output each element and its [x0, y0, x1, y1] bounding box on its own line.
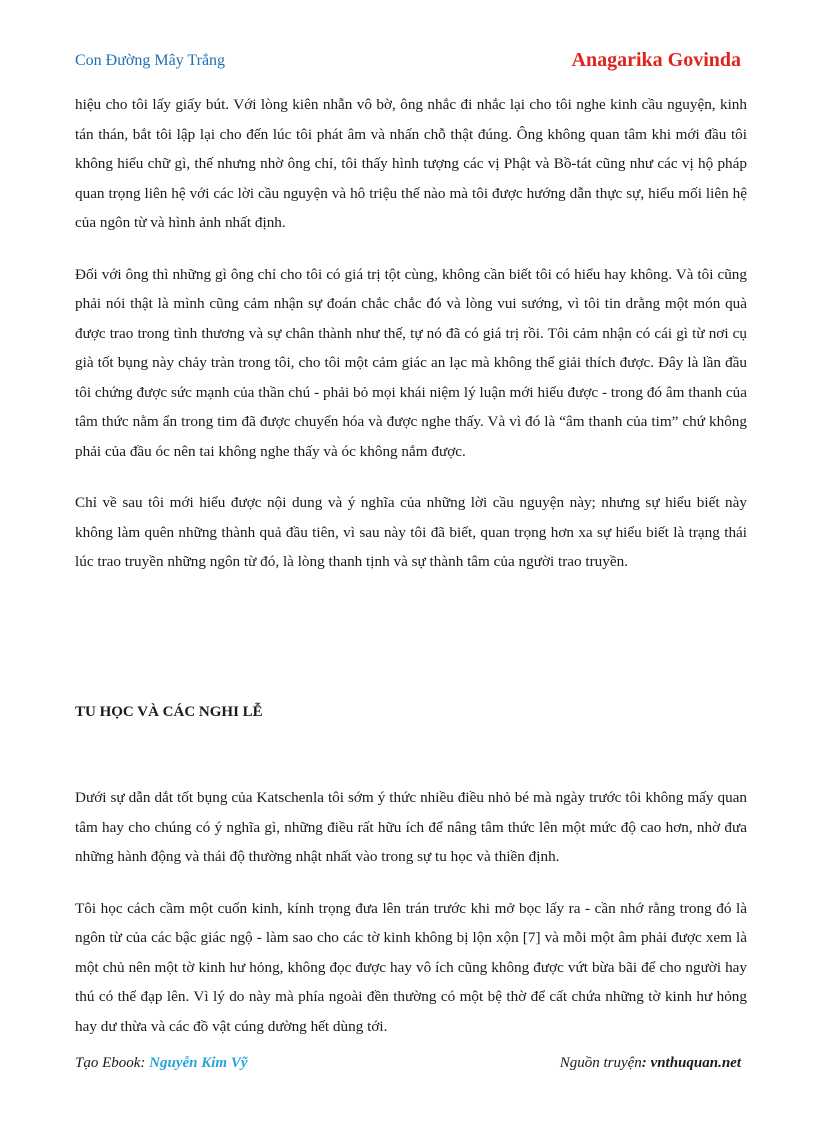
paragraph: hiệu cho tôi lấy giấy bút. Với lòng kiên nhẫn vô bờ, ông nhắc đi nhắc lại cho tôi nghe kinh cầu nguyện, kinh tán thán, bắt tôi lập lại cho đến lúc tôi phát âm và nhấn chỗ thật đúng. Ông không quan tâm khi mới đầu tôi không hiểu chữ gì, thế nhưng nhờ ông chỉ, tôi thấy hình tượng các vị Phật và Bồ-tát cũng như các vị hộ pháp quan trọng liên hệ với các lời cầu nguyện và hô triệu thế nào mà tôi được hướng dẫn thực sự, hiểu mối liên hệ của ngôn từ và hình ảnh nhất định. [75, 96, 747, 231]
section-heading: TU HỌC VÀ CÁC NGHI LỄ [75, 704, 263, 720]
paragraph: Tôi học cách cầm một cuốn kinh, kính trọng đưa lên trán trước khi mở bọc lấy ra - cần nhớ rằng trong đó là ngôn từ của các bậc giác ngộ - làm sao cho các tờ kinh không bị lộn xộn [7] và mỗi một âm phải được xem là một chủ nên một tờ kinh hư hỏng, không đọc được hay vô ích cũng không được vứt bừa bãi để cho người hay thú có thể đạp lên. Vì lý do này mà phía ngoài đền thường có một bệ thờ để cất chứa những tờ kinh hư hỏng hay dư thừa và các đồ vật cúng dường hết dùng tới. [75, 899, 747, 1035]
footer-ebook-label: Tạo Ebook [75, 1055, 141, 1071]
paragraph: Dưới sự dẫn dắt tốt bụng của Katschenla tôi sớm ý thức nhiều điều nhỏ bé mà ngày trước tôi không mấy quan tâm hay cho chúng có ý nghĩa gì, những điều rất hữu ích để nâng tâm thức lên một mức độ cao hơn, nhờ đưa những hành động và thái độ thường nhật nhất vào trong sự tu học và thiền định. [75, 789, 747, 865]
footer-ebook-creator: Nguyễn Kim Vỹ [149, 1055, 248, 1071]
footer-source-credit [560, 1055, 741, 1072]
footer-source-separator: : [641, 1055, 651, 1071]
section-body-text [75, 783, 747, 1041]
paragraph: Đối với ông thì những gì ông chỉ cho tôi có giá trị tột cùng, không cần biết tôi có hiểu hay không. Và tôi cũng phải nói thật là mình cũng cảm nhận sự đoán chắc chắc đó và lòng vui sướng, vì tôi tin drằng một món quà được trao trong tình thương và sự chân thành như thế, tự nó đã có giá trị rồi. Tôi cảm nhận có cái gì từ nơi cụ già tốt bụng này chảy tràn trong tôi, cho tôi một cảm giác an lạc mà không thể giải thích được. Đây là lần đầu tôi chứng được sức mạnh của thần chú - phải bỏ mọi khái niệm lý luận mới hiểu được - trong đó âm thanh của tâm thức nằm ẩn trong tim đã được chuyển hóa và được nghe thấy. Và vì đó là “âm thanh của tim” chứ không phải của đầu óc nên tai không nghe thấy và óc không nắm được. [75, 265, 747, 460]
footer-source-site: vnthuquan.net [650, 1055, 741, 1071]
body-text [75, 90, 747, 577]
header-book-title: Con Đường Mây Trắng [75, 52, 226, 69]
footer-source-label: Nguồn truyện [559, 1055, 642, 1071]
footer-ebook-credit [75, 1055, 248, 1072]
footer-ebook-separator: : [140, 1055, 150, 1071]
header-author: Anagarika Govinda [571, 49, 741, 71]
paragraph: Chỉ về sau tôi mới hiểu được nội dung và ý nghĩa của những lời cầu nguyện này; nhưng sự hiểu biết này không làm quên những thành quả đầu tiên, vì sau này tôi đã biết, quan trọng hơn xa sự hiểu biết là trạng thái lúc trao truyền những ngôn từ đó, là lòng thanh tịnh và sự thành tâm của người trao truyền. [75, 494, 747, 570]
